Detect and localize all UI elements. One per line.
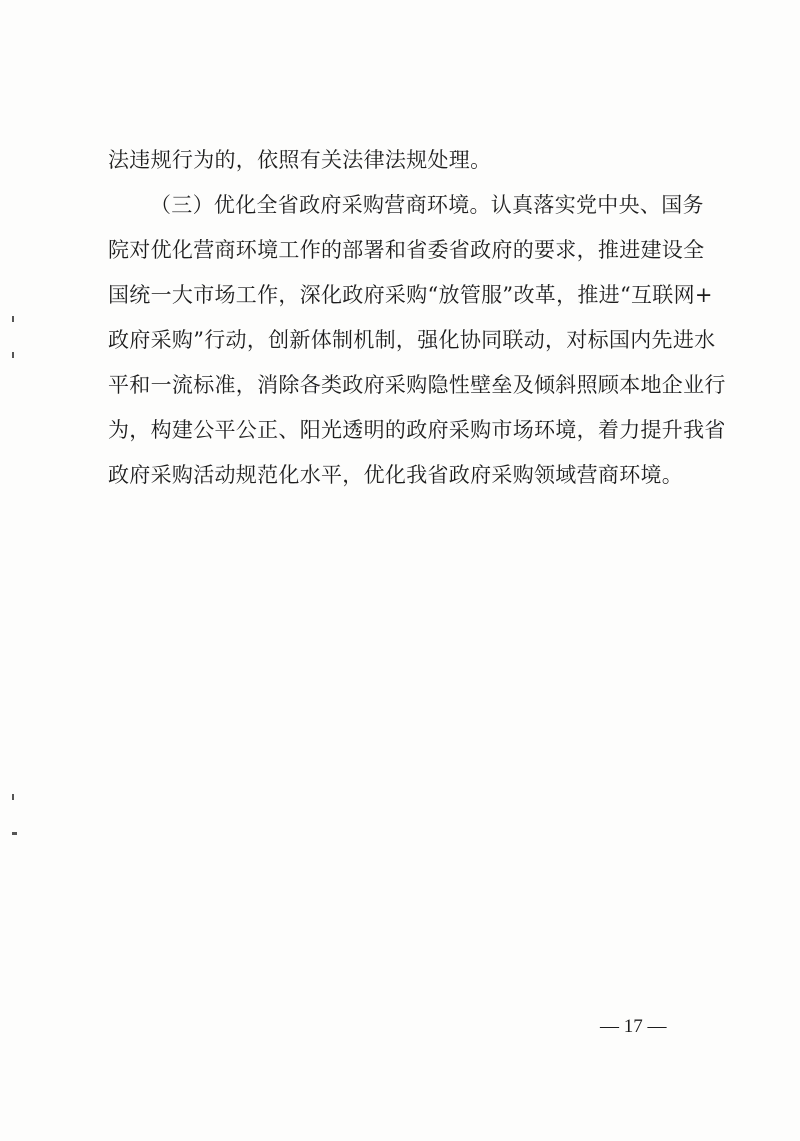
- text-line-4: 国统一大市场工作，深化政府采购“放管服”改革，推进“互联网+: [108, 283, 713, 307]
- scan-mark: [12, 832, 17, 835]
- text-line-3: 院对优化营商环境工作的部署和省委省政府的要求，推进建设全: [108, 238, 705, 262]
- text-line-8: 政府采购活动规范化水平，优化我省政府采购领域营商环境。: [108, 463, 684, 487]
- scan-mark: [12, 794, 14, 800]
- scan-mark: [12, 352, 14, 358]
- text-line-6: 平和一流标准，消除各类政府采购隐性壁垒及倾斜照顾本地企业行: [108, 373, 726, 397]
- scan-mark: [12, 316, 14, 322]
- text-line-7: 为，构建公平公正、阳光透明的政府采购市场环境，着力提升我省: [108, 418, 726, 442]
- body-text: [108, 138, 726, 498]
- page-number: — 17 —: [600, 1016, 667, 1037]
- text-line-5: 政府采购”行动，创新体制机制，强化协同联动，对标国内先进水: [108, 328, 716, 352]
- text-line-1: 法违规行为的，依照有关法律法规处理。: [108, 148, 492, 172]
- text-line-2: （三）优化全省政府采购营商环境。认真落实党中央、国务: [150, 193, 704, 217]
